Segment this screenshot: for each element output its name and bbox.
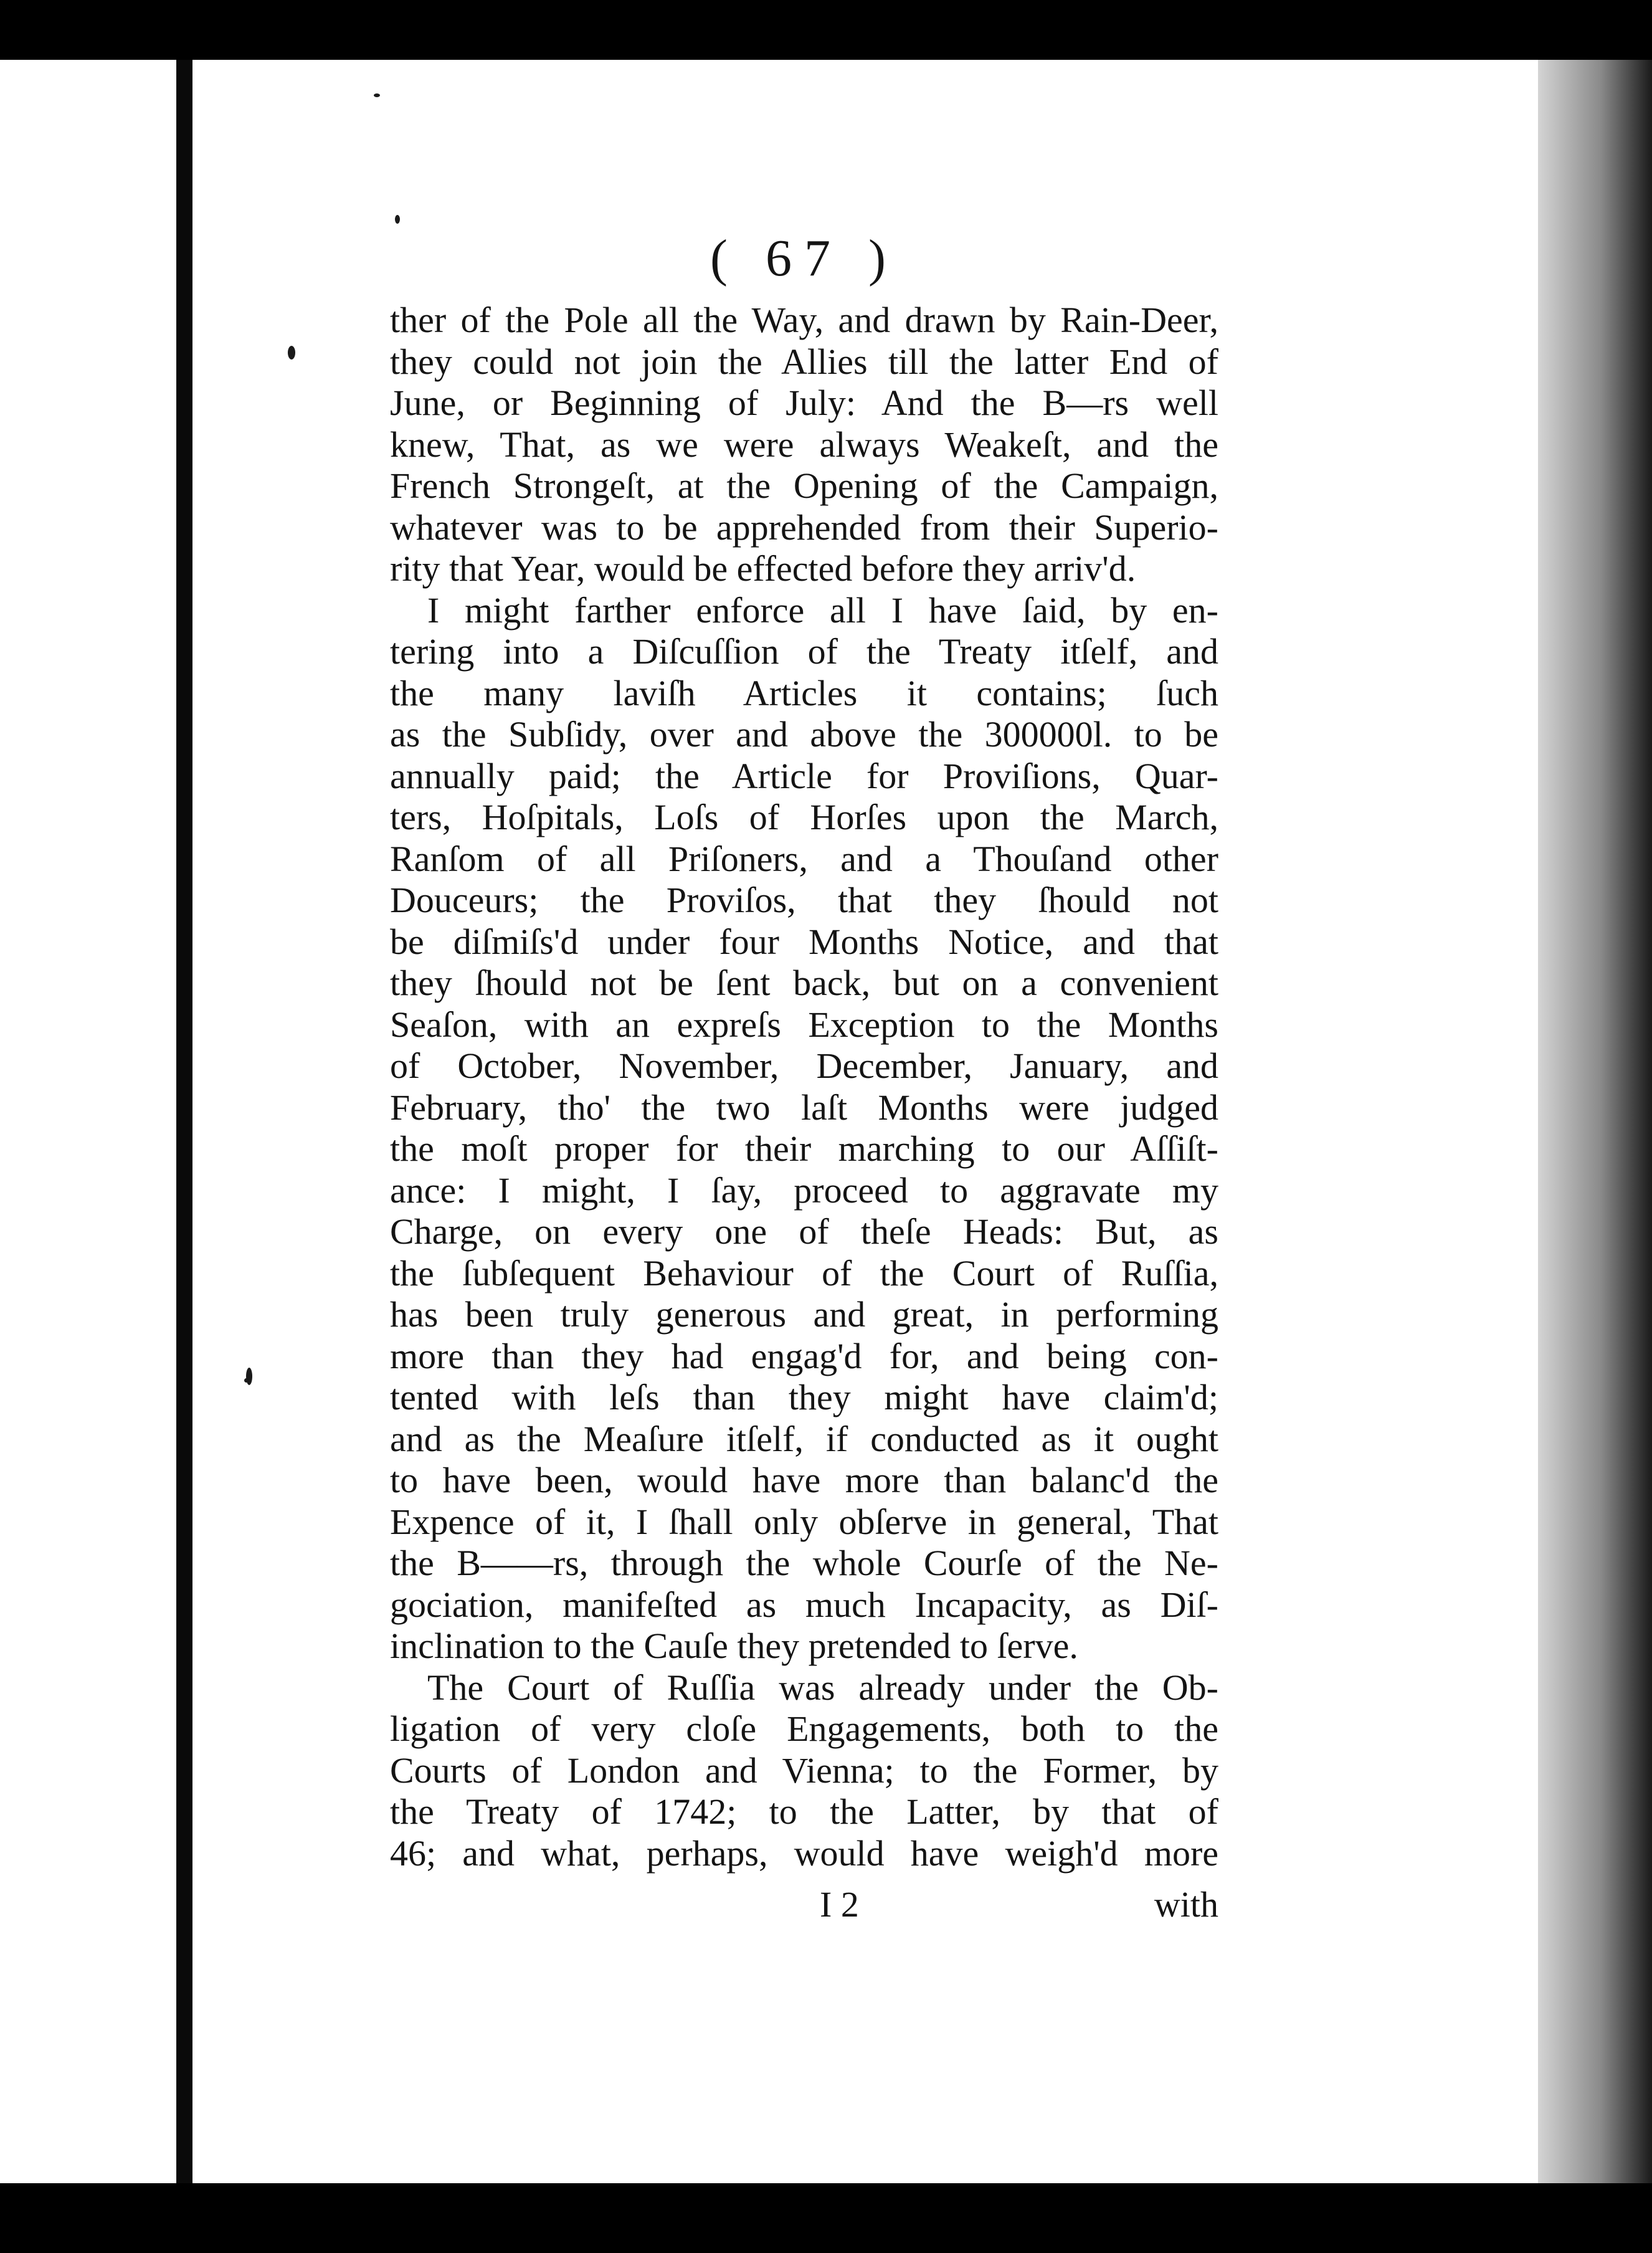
text-line: ther of the Pole all the Way, and drawn by Rain-Deer, [390, 300, 1218, 340]
ink-speck [288, 346, 295, 360]
body-text [390, 300, 1218, 1874]
text-line: inclination to the Cauſe they pretended to ſerve. [390, 1626, 1078, 1666]
text-line: rity that Year, would be effected before they arriv'd. [390, 548, 1136, 589]
text-line: tering into a Diſcuſſion of the Treaty itſelf, and [390, 631, 1218, 672]
text-line: Ranſom of all Priſoners, and a Thouſand other [390, 838, 1218, 879]
text-line: Seaſon, with an expreſs Exception to the Months [390, 1004, 1218, 1045]
text-line: and as the Meaſure itſelf, if conducted as it ought [390, 1418, 1218, 1459]
text-line: the B——rs, through the whole Courſe of the Ne- [390, 1543, 1218, 1583]
page-text [390, 227, 1218, 1925]
text-line: Charge, on every one of theſe Heads: But, as [390, 1211, 1218, 1252]
ink-speck [374, 93, 380, 97]
page-footer [390, 1884, 1218, 1925]
page-number: ( 67 ) [710, 229, 898, 287]
text-line: tented with leſs than they might have claim'd; [390, 1377, 1218, 1417]
text-line: The Court of Ruſſia was already under the Ob- [427, 1667, 1218, 1708]
text-line: ance: I might, I ſay, proceed to aggravate my [390, 1169, 1218, 1211]
catchword: with [1154, 1884, 1218, 1925]
ink-speck [244, 1378, 249, 1383]
text-line: ters, Hoſpitals, Loſs of Horſes upon the March, [390, 797, 1218, 837]
text-line: gociation, manifeſted as much Incapacity, as Diſ- [390, 1584, 1218, 1625]
text-line: Douceurs; the Proviſos, that they ſhould not [390, 880, 1218, 920]
text-line: they could not join the Allies till the latter End of [390, 341, 1218, 382]
text-line: annually paid; the Article for Proviſions, Quar- [390, 755, 1218, 796]
text-line: I might farther enforce all I have ſaid, by en- [427, 589, 1218, 631]
text-line: the moſt proper for their marching to our Aſſiſt- [390, 1128, 1218, 1169]
text-line: French Strongeſt, at the Opening of the Campaign, [390, 465, 1218, 506]
page-edge-shadow [1538, 60, 1652, 2183]
text-line: June, or Beginning of July: And the B—rs well [390, 383, 1218, 423]
text-line: ligation of very cloſe Engagements, both to the [390, 1708, 1218, 1749]
text-line: whatever was to be apprehended from their Superio- [390, 507, 1218, 548]
text-line: be diſmiſs'd under four Months Notice, and that [390, 921, 1218, 962]
text-line: the ſubſequent Behaviour of the Court of Ruſſia, [390, 1252, 1218, 1293]
text-line: knew, That, as we were always Weakeſt, and the [390, 424, 1218, 465]
text-line: to have been, would have more than balanc'd the [390, 1460, 1218, 1500]
text-line: the Treaty of 1742; to the Latter, by that of [390, 1791, 1218, 1832]
text-line: more than they had engag'd for, and being con- [390, 1335, 1218, 1376]
text-line: they ſhould not be ſent back, but on a convenient [390, 963, 1218, 1003]
text-line: as the Subſidy, over and above the 300000l. to be [390, 714, 1218, 755]
signature-mark: I 2 [820, 1884, 859, 1925]
text-line: Courts of London and Vienna; to the Former, by [390, 1750, 1218, 1791]
text-line: February, tho' the two laſt Months were judged [390, 1087, 1218, 1128]
left-page-margin [0, 60, 176, 2183]
text-line: Expence of it, I ſhall only obſerve in general, That [390, 1501, 1218, 1542]
ink-speck [395, 215, 400, 224]
text-line: the many laviſh Articles it contains; ſuch [390, 672, 1218, 713]
text-line: 46; and what, perhaps, would have weigh'd more [390, 1832, 1218, 1874]
text-line: has been truly generous and great, in performing [390, 1294, 1218, 1335]
text-line: of October, November, December, January, and [390, 1046, 1218, 1086]
book-gutter [176, 60, 192, 2183]
